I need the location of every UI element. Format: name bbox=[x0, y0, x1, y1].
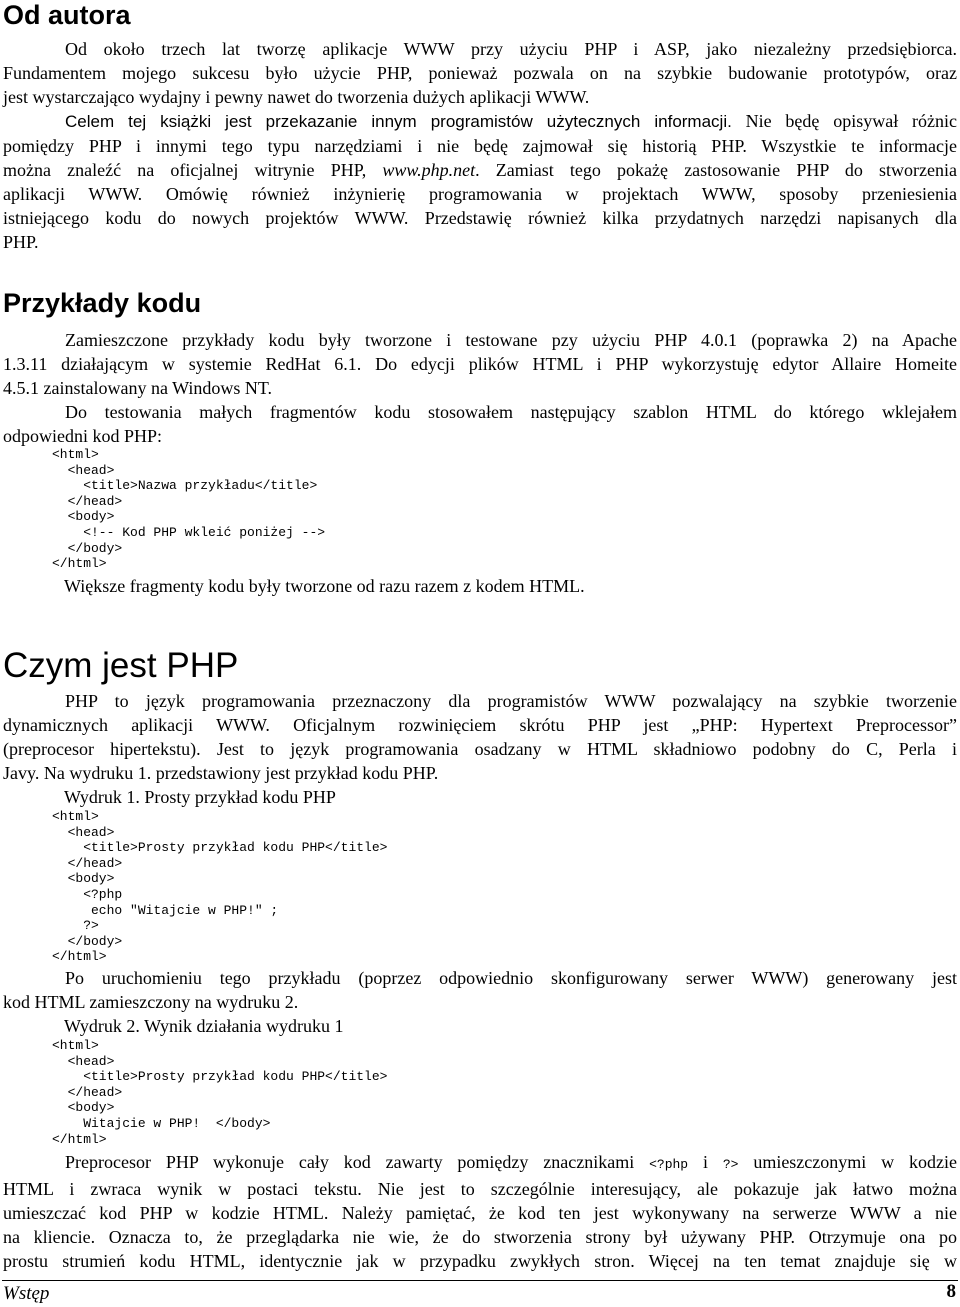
text-line: Zamieszczone przykłady kodu były tworzone i testowane pzy użyciu PHP 4.0.1 (poprawka 2) na Apache bbox=[65, 330, 957, 350]
text-span: umieszczonymi w kodzie bbox=[738, 1152, 957, 1172]
text-line: 4.5.1 zainstalowany na Windows NT. bbox=[3, 378, 273, 398]
footer-rule bbox=[2, 1280, 958, 1281]
text-line: PHP. bbox=[3, 232, 39, 252]
paragraph-przyklady-2 bbox=[3, 400, 957, 448]
text-line: Fundamentem mojego sukcesu było użycie PHP, ponieważ pozwala on na szybkie budowanie prototypów, oraz bbox=[3, 63, 957, 83]
text-line: (preprocesor hipertekstu). Jest to język programowania osadzany w HTML składniowo podobny do C, Perla i bbox=[3, 739, 957, 759]
inline-code-close-tag: ?> bbox=[722, 1157, 739, 1172]
paragraph-autor-1 bbox=[3, 37, 957, 109]
section-heading-przyklady-kodu: Przykłady kodu bbox=[3, 288, 202, 318]
text-line: Po uruchomieniu tego przykładu (poprzez odpowiednio skonfigurowany serwer WWW) generowany jest bbox=[65, 968, 957, 988]
text-line: Od około trzech lat tworzę aplikacje WWW przy użyciu PHP i ASP, jako niezależny przedsiębiorca. bbox=[65, 39, 957, 59]
paragraph-przyklady-1 bbox=[3, 328, 957, 400]
sans-text: Celem tej książki jest przekazanie innym programistów użytecznych informacji. bbox=[65, 112, 732, 131]
text-span: . Zamiast tego pokażę zastosowanie PHP do stworzenia bbox=[475, 160, 957, 180]
text-line: HTML i zwraca wynik w postaci tekstu. Nie jest to szczególnie interesujący, ale pokazuje jak łatwo można bbox=[3, 1179, 957, 1199]
text-line: Javy. Na wydruku 1. przedstawiony jest przykład kodu PHP. bbox=[3, 763, 439, 783]
paragraph-after-template: Większe fragmenty kodu były tworzone od razu razem z kodem HTML. bbox=[64, 576, 585, 596]
text-line: umieszczać kod PHP w kodzie HTML. Należy pamiętać, że kod ten jest wykonywany na serwerze WWW a nie bbox=[3, 1203, 957, 1223]
text-line: prostu strumień kodu HTML, identycznie jak w przypadku zwykłych stron. Więcej na ten temat znajduje się w bbox=[3, 1251, 957, 1271]
listing-2-caption: Wydruk 2. Wynik działania wydruku 1 bbox=[64, 1016, 344, 1036]
paragraph-autor-2 bbox=[3, 109, 957, 254]
paragraph-czym-2 bbox=[3, 966, 957, 1014]
text-line: istniejącego kodu do nowych projektów WWW. Przedstawię również kilka przydatnych narzędzi napisanych dla bbox=[3, 208, 957, 228]
serif-text: Nie będę opisywał różnic bbox=[731, 111, 957, 131]
text-line: Do testowania małych fragmentów kodu stosowałem następujący szablon HTML do którego wklejałem bbox=[65, 402, 957, 422]
footer-chapter-title: Wstęp bbox=[3, 1283, 50, 1304]
footer-page-number: 8 bbox=[946, 1281, 956, 1302]
text-line: odpowiedni kod PHP: bbox=[3, 426, 163, 446]
text-line: 1.3.11 działającym w systemie RedHat 6.1. Do edycji plików HTML i PHP wykorzystuję edytor Allaire Homeite bbox=[3, 354, 957, 374]
text-line bbox=[3, 109, 957, 134]
listing-1-caption: Wydruk 1. Prosty przykład kodu PHP bbox=[64, 787, 336, 807]
text-line: aplikacji WWW. Omówię również inżynierię programowania w projektach WWW, sposoby przeniesienia bbox=[3, 184, 957, 204]
paragraph-czym-1 bbox=[3, 689, 957, 785]
code-block-listing-1: <html> <head> <title>Prosty przykład kodu PHP</title> </head> <body> <?php echo "Witajcie w PHP!" ; ?> </body> </html> bbox=[52, 809, 388, 965]
text-line: kod HTML zamieszczony na wydruku 2. bbox=[3, 992, 299, 1012]
code-block-listing-2: <html> <head> <title>Prosty przykład kodu PHP</title> </head> <body> Witajcie w PHP! </body> </html> bbox=[52, 1038, 388, 1147]
text-line: PHP to język programowania przeznaczony dla programistów WWW pozwalający na szybkie tworzenie bbox=[65, 691, 957, 711]
text-span: Preprocesor PHP wykonuje cały kod zawarty pomiędzy znacznikami bbox=[65, 1152, 650, 1172]
text-line bbox=[3, 1150, 957, 1177]
text-line: pomiędzy PHP i innymi tego typu narzędziami i nie będę zajmował się historią PHP. Wszystkie te informacje bbox=[3, 136, 957, 156]
section-heading-czym-jest-php: Czym jest PHP bbox=[3, 646, 239, 685]
text-line bbox=[3, 158, 957, 182]
text-span: można znaleźć na oficjalnej witrynie PHP, bbox=[3, 160, 383, 180]
php-net-link-text: www.php.net bbox=[382, 160, 476, 180]
text-line: na kliencie. Oznacza to, że przeglądarka nie wie, że do stworzenia strony był używany PHP. Otrzymuje ona po bbox=[3, 1227, 957, 1247]
section-heading-od-autora: Od autora bbox=[3, 0, 131, 30]
text-span: i bbox=[688, 1152, 723, 1172]
paragraph-czym-3 bbox=[3, 1150, 957, 1273]
inline-code-open-tag: <?php bbox=[649, 1157, 689, 1172]
text-line: jest wystarczająco wydajny i pewny nawet do tworzenia dużych aplikacji WWW. bbox=[3, 87, 590, 107]
text-line: dynamicznych aplikacji WWW. Oficjalnym rozwinięciem skrótu PHP jest „PHP: Hypertext Preprocessor” bbox=[3, 715, 957, 735]
code-block-html-template: <html> <head> <title>Nazwa przykładu</title> </head> <body> <!-- Kod PHP wkleić poniżej --> </body> </html> bbox=[52, 447, 326, 572]
